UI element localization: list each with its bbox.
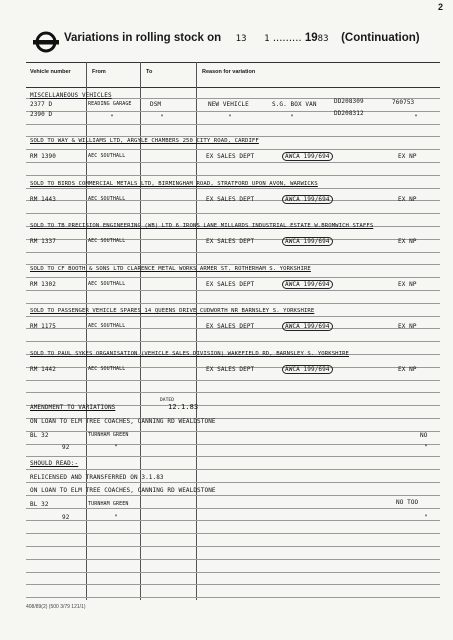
sale-note: EX NP (398, 195, 417, 203)
sale-from: AEC SOUTHALL (88, 153, 126, 159)
sale-reason: EX SALES DEPT (206, 323, 255, 330)
amendment-loan-line-2: ON LOAN TO ELM TREE COACHES, CANNING RD WEALDSTONE (30, 487, 216, 494)
sale-reference: AWCA 199/694 (282, 195, 333, 204)
sale-note: EX NP (398, 238, 417, 245)
ruled-line (26, 111, 440, 112)
ruled-line (26, 597, 440, 598)
sale-vehicle-number: RM 1337 (30, 238, 56, 245)
sale-reason: EX SALES DEPT (206, 153, 255, 160)
misc-from-1: READING GARAGE (88, 101, 132, 107)
col-vehicle-number: Vehicle number (30, 69, 71, 75)
ruled-line (26, 559, 440, 560)
ruled-line (26, 213, 440, 214)
sale-note: EX NP (398, 153, 417, 160)
ruled-line (26, 508, 440, 509)
sale-reason: EX SALES DEPT (206, 238, 255, 245)
sold-to-line: SOLD TO CF BOOTH & SONS LTD CLARENCE METAL WORKS ARMER ST. ROTHERHAM S. YORKSHIRE (30, 265, 311, 272)
amendment2-from-1: TURNHAM GREEN (88, 501, 129, 507)
sale-from: AEC SOUTHALL (88, 365, 126, 372)
relicensed-line: RELICENSED AND TRANSFERRED ON 3.1.83 (30, 474, 164, 481)
amendment-note-2: " (424, 444, 428, 451)
misc-vehicle-2: 2390 D (30, 111, 53, 118)
misc-heading: MISCELLANEOUS VEHICLES (30, 92, 112, 99)
sale-vehicle-number: RM 1443 (30, 195, 56, 203)
sale-from: AEC SOUTHALL (88, 280, 126, 287)
misc-to-1: DSM (150, 101, 162, 108)
misc-from-2: " (110, 114, 114, 121)
sold-to-line: SOLD TO TB PRECISION ENGINEERING (WB) LTD 6 IRONS LANE MILLARDS INDUSTRIAL ESTATE W.BROMWICH STAFFS (30, 223, 374, 229)
amendment-vehicle-2: 92 (62, 444, 70, 451)
misc-ref-1: DD208309 (334, 98, 364, 105)
amendment2-vehicle-2: 92 (62, 514, 70, 521)
column-header-row (26, 62, 440, 88)
amendment2-note-1: NO TOO (396, 499, 419, 506)
sale-from: AEC SOUTHALL (88, 323, 126, 329)
title-suffix: (Continuation) (341, 32, 420, 44)
ruled-line (26, 316, 440, 317)
ruled-line (26, 495, 440, 496)
sale-from: AEC SOUTHALL (88, 238, 126, 244)
col-from: From (92, 69, 106, 75)
should-read: SHOULD READ:- (30, 460, 79, 467)
ruled-line (26, 444, 440, 445)
footer-code: 408/89(2) (500 3/79 121/1) (26, 604, 86, 610)
ruled-line (26, 149, 440, 150)
misc-type-2: " (290, 114, 294, 121)
amendment2-from-2: " (114, 514, 118, 521)
ruled-line (26, 277, 440, 278)
col-reason: Reason for variation (202, 69, 256, 75)
sold-to-line: SOLD TO PASSENGER VEHICLE SPARES 14 QUEENS DRIVE CUDWORTH NR BARNSLEY S. YORKSHIRE (30, 308, 315, 314)
page-number: 2 (437, 2, 443, 12)
ruled-line (26, 162, 440, 163)
ruled-line (26, 456, 440, 457)
ruled-line (26, 520, 440, 521)
ruled-line (26, 303, 440, 304)
sale-reference: AWCA 199/694 (282, 280, 333, 289)
ruled-line (26, 584, 440, 585)
sale-reason: EX SALES DEPT (206, 195, 255, 203)
sold-to-line: SOLD TO WAY & WILLIAMS LTD, ARGYLE CHAMBERS 250 CITY ROAD, CARDIFF (30, 138, 259, 144)
title-month: 1 (264, 34, 270, 44)
sale-reference: AWCA 199/694 (282, 365, 333, 374)
misc-num-1: 760753 (392, 99, 415, 106)
sale-reference: AWCA 199/694 (282, 152, 333, 161)
ruled-line (26, 341, 440, 342)
ruled-line (26, 533, 440, 534)
col-to: To (146, 69, 153, 75)
form-title: Variations in rolling stock on 13 1 ......... 1983 (Continuation) (64, 32, 420, 44)
amendment-from-1: TURNHAM GREEN (88, 432, 129, 438)
sale-note: EX NP (398, 323, 417, 330)
sale-from: AEC SOUTHALL (88, 195, 126, 202)
sale-reason: EX SALES DEPT (206, 365, 255, 373)
title-year: 83 (317, 34, 329, 44)
sale-reference: AWCA 199/694 (282, 322, 333, 331)
sale-reference: AWCA 199/694 (282, 237, 333, 246)
sale-reason: EX SALES DEPT (206, 280, 255, 288)
sale-note: EX NP (398, 365, 417, 373)
amendment-heading: AMENDMENT TO VARIATIONS (30, 404, 116, 411)
amendment-dated: 12.1.83 (168, 403, 199, 411)
ruled-line (26, 188, 440, 189)
ruled-line (26, 469, 440, 470)
amendment2-vehicle-1: BL 32 (30, 501, 49, 508)
amendment-dated-label: DATED (160, 398, 175, 403)
ruled-line (26, 124, 440, 125)
ruled-line (26, 572, 440, 573)
roundel-logo-icon (32, 30, 60, 54)
misc-reason-2: " (228, 114, 232, 121)
ruled-line (26, 546, 440, 547)
sold-to-line: SOLD TO PAUL SYKES ORGANISATION (VEHICLE SALES DIVISION) WAKEFIELD RD, BARNSLEY S. YORKSHIRE (30, 350, 350, 357)
misc-ref-2: DD208312 (334, 110, 364, 117)
misc-num-2: " (414, 114, 418, 121)
misc-to-2: " (160, 114, 164, 121)
ruled-line (26, 380, 440, 381)
title-prefix: Variations in rolling stock on (64, 32, 222, 44)
title-day: 13 (235, 34, 247, 44)
title-year-prefix: 19 (304, 32, 318, 44)
misc-reason-1: NEW VEHICLE (208, 101, 249, 108)
ruled-line (26, 290, 440, 291)
sale-vehicle-number: RM 1175 (30, 323, 56, 330)
sale-note: EX NP (398, 280, 417, 288)
misc-type-1: S.G. BOX VAN (272, 101, 317, 108)
amendment-loan-line: ON LOAN TO ELM TREE COACHES, CANNING RD WEALDSTONE (30, 418, 216, 425)
ruled-line (26, 392, 440, 393)
sold-to-line: SOLD TO BIRDS COMMERCIAL METALS LTD, BIRMINGHAM ROAD, STRATFORD UPON AVON, WARWICKS (30, 180, 318, 187)
amendment-vehicle-1: BL 32 (30, 432, 49, 439)
sale-vehicle-number: RM 1442 (30, 365, 56, 373)
ruled-line (26, 175, 440, 176)
amendment-note-1: NO (420, 432, 428, 439)
misc-vehicle-1: 2377 D (30, 101, 53, 108)
sale-vehicle-number: RM 1390 (30, 153, 56, 160)
amendment2-note-2: " (424, 514, 428, 521)
sale-vehicle-number: RM 1302 (30, 280, 56, 288)
ruled-line (26, 252, 440, 253)
ruled-line (26, 482, 440, 483)
amendment-from-2: " (114, 444, 118, 451)
